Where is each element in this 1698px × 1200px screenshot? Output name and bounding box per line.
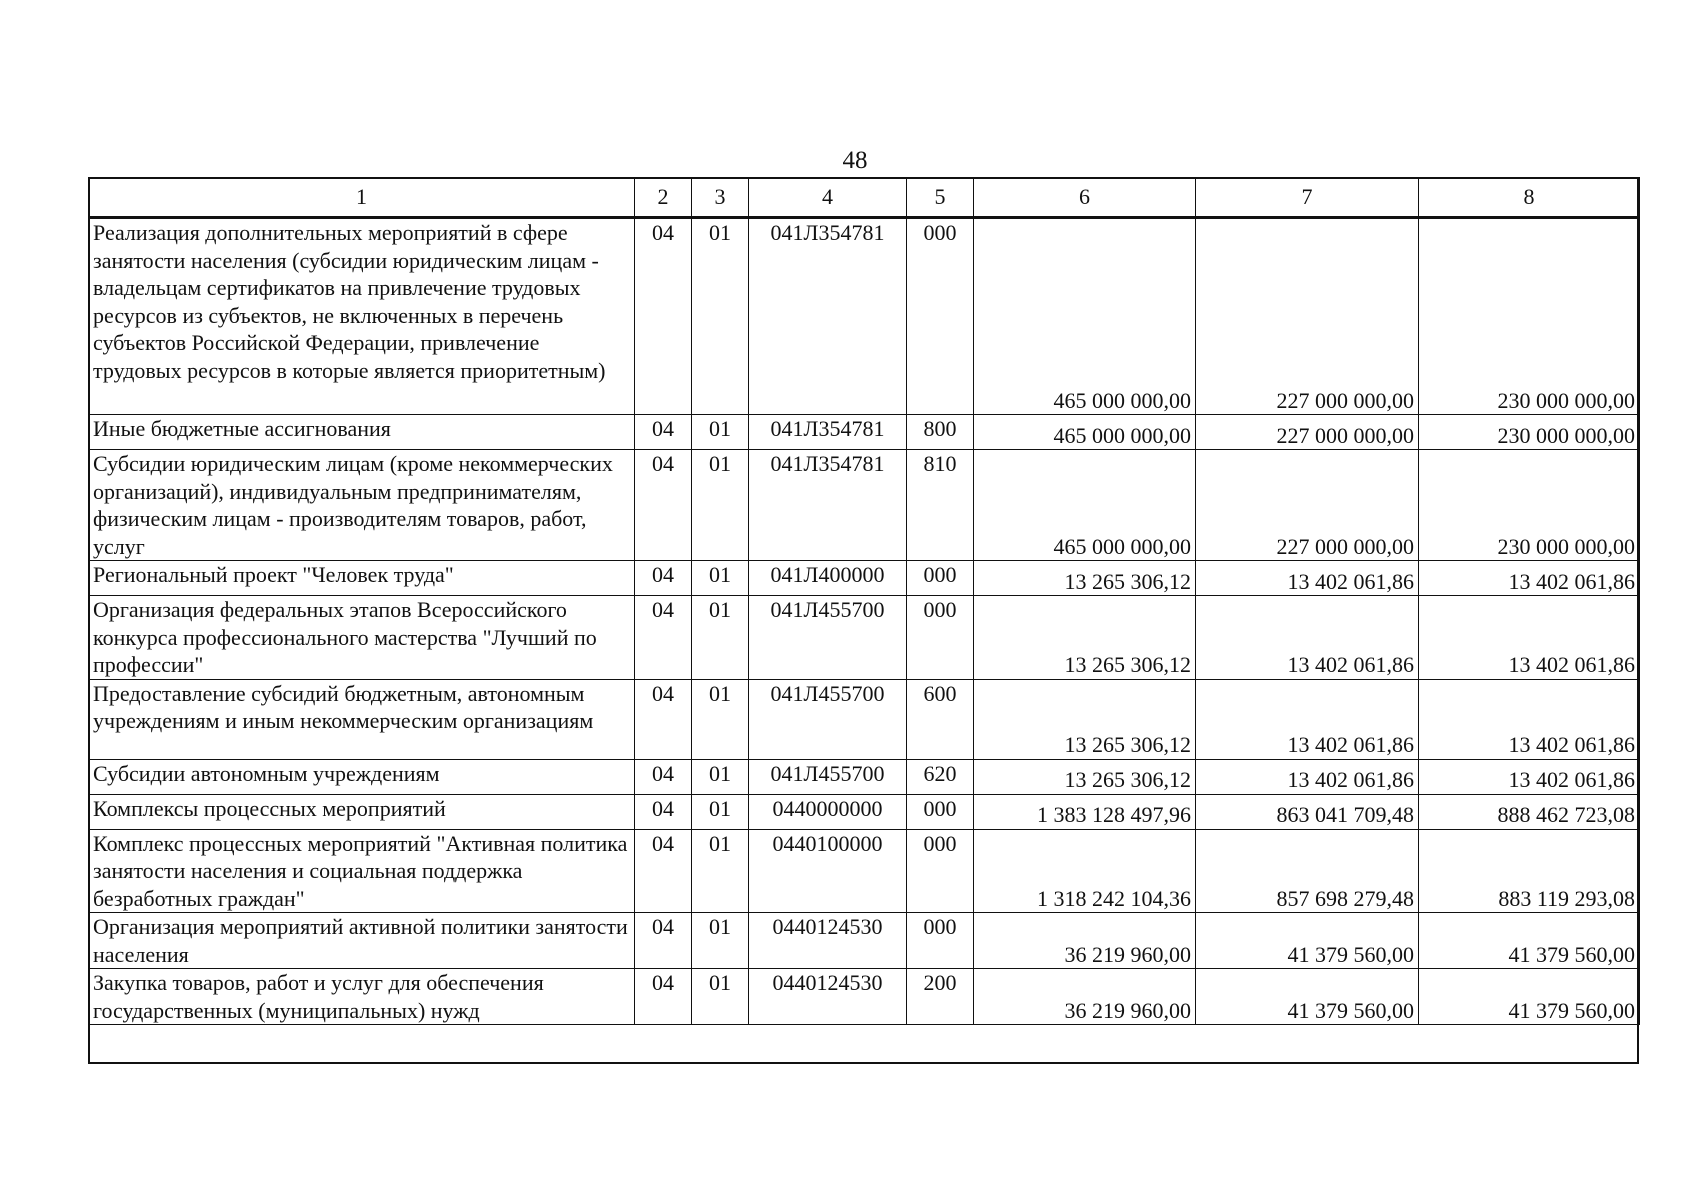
row-expense-type-cell: 000 — [907, 596, 974, 680]
row-amount-2-cell: 41 379 560,00 — [1196, 969, 1419, 1025]
row-subsection-cell: 01 — [692, 596, 749, 680]
row-target-article-cell: 041Л354781 — [749, 450, 907, 561]
row-amount-2-cell: 227 000 000,00 — [1196, 450, 1419, 561]
header-col-2: 2 — [635, 178, 692, 218]
row-amount-1-cell: 465 000 000,00 — [974, 450, 1196, 561]
row-subsection-cell: 01 — [692, 829, 749, 913]
row-amount-3-cell: 883 119 293,08 — [1419, 829, 1640, 913]
row-amount-2-cell: 857 698 279,48 — [1196, 829, 1419, 913]
row-target-article-cell: 041Л455700 — [749, 679, 907, 759]
row-section-cell: 04 — [635, 415, 692, 450]
row-target-article-cell: 041Л354781 — [749, 218, 907, 415]
header-col-7: 7 — [1196, 178, 1419, 218]
row-subsection-cell: 01 — [692, 759, 749, 794]
row-name-cell: Субсидии автономным учреждениям — [89, 759, 635, 794]
row-subsection-cell: 01 — [692, 450, 749, 561]
row-expense-type-cell: 000 — [907, 913, 974, 969]
row-expense-type-cell: 810 — [907, 450, 974, 561]
row-amount-3-cell: 230 000 000,00 — [1419, 450, 1640, 561]
row-expense-type-cell: 620 — [907, 759, 974, 794]
table-row — [89, 759, 1640, 794]
row-amount-1-cell: 1 318 242 104,36 — [974, 829, 1196, 913]
page-number: 48 — [842, 147, 868, 174]
row-amount-1-cell: 13 265 306,12 — [974, 759, 1196, 794]
row-subsection-cell: 01 — [692, 415, 749, 450]
row-amount-1-cell: 36 219 960,00 — [974, 913, 1196, 969]
row-name-cell: Субсидии юридическим лицам (кроме некоммерческих организаций), индивидуальным предпринимателям, физическим лицам - производителям товаров, работ, услуг — [89, 450, 635, 561]
row-amount-3-cell: 230 000 000,00 — [1419, 415, 1640, 450]
row-amount-2-cell: 13 402 061,86 — [1196, 759, 1419, 794]
row-target-article-cell: 0440000000 — [749, 794, 907, 829]
header-row — [89, 178, 1640, 218]
row-name-cell: Региональный проект "Человек труда" — [89, 561, 635, 596]
table-row — [89, 969, 1640, 1025]
row-amount-3-cell: 13 402 061,86 — [1419, 759, 1640, 794]
row-name-cell: Комплексы процессных мероприятий — [89, 794, 635, 829]
row-amount-3-cell: 41 379 560,00 — [1419, 913, 1640, 969]
row-name-cell: Реализация дополнительных мероприятий в сфере занятости населения (субсидии юридическим лицам - владельцам сертификатов на привлечение трудовых ресурсов из субъектов, не включенных в перечень субъектов Российской Федерации, привлечение трудовых ресурсов в которые является приоритетным) — [89, 218, 635, 415]
row-amount-1-cell: 13 265 306,12 — [974, 596, 1196, 680]
row-amount-2-cell: 863 041 709,48 — [1196, 794, 1419, 829]
row-section-cell: 04 — [635, 969, 692, 1025]
row-expense-type-cell: 000 — [907, 829, 974, 913]
row-subsection-cell: 01 — [692, 969, 749, 1025]
row-name-cell: Организация федеральных этапов Всероссийского конкурса профессионального мастерства "Лучший по профессии" — [89, 596, 635, 680]
row-section-cell: 04 — [635, 218, 692, 415]
row-section-cell: 04 — [635, 759, 692, 794]
row-amount-1-cell: 13 265 306,12 — [974, 561, 1196, 596]
row-target-article-cell: 041Л354781 — [749, 415, 907, 450]
row-amount-1-cell: 1 383 128 497,96 — [974, 794, 1196, 829]
table-row — [89, 913, 1640, 969]
row-expense-type-cell: 000 — [907, 218, 974, 415]
header-col-8: 8 — [1419, 178, 1640, 218]
row-expense-type-cell: 800 — [907, 415, 974, 450]
row-amount-2-cell: 13 402 061,86 — [1196, 679, 1419, 759]
row-name-cell: Иные бюджетные ассигнования — [89, 415, 635, 450]
row-subsection-cell: 01 — [692, 679, 749, 759]
row-amount-3-cell: 230 000 000,00 — [1419, 218, 1640, 415]
table-row — [89, 679, 1640, 759]
row-amount-2-cell: 13 402 061,86 — [1196, 561, 1419, 596]
row-amount-1-cell: 36 219 960,00 — [974, 969, 1196, 1025]
row-amount-3-cell: 13 402 061,86 — [1419, 561, 1640, 596]
table-row — [89, 450, 1640, 561]
row-subsection-cell: 01 — [692, 794, 749, 829]
row-section-cell: 04 — [635, 561, 692, 596]
row-section-cell: 04 — [635, 450, 692, 561]
row-amount-3-cell: 41 379 560,00 — [1419, 969, 1640, 1025]
table-row — [89, 415, 1640, 450]
row-amount-2-cell: 227 000 000,00 — [1196, 415, 1419, 450]
row-name-cell: Комплекс процессных мероприятий "Активная политика занятости населения и социальная поддержка безработных граждан" — [89, 829, 635, 913]
row-target-article-cell: 0440124530 — [749, 969, 907, 1025]
row-target-article-cell: 041Л400000 — [749, 561, 907, 596]
row-expense-type-cell: 000 — [907, 561, 974, 596]
header-col-5: 5 — [907, 178, 974, 218]
table-row — [89, 218, 1640, 415]
row-amount-1-cell: 13 265 306,12 — [974, 679, 1196, 759]
row-section-cell: 04 — [635, 794, 692, 829]
row-expense-type-cell: 000 — [907, 794, 974, 829]
row-section-cell: 04 — [635, 596, 692, 680]
row-amount-2-cell: 13 402 061,86 — [1196, 596, 1419, 680]
row-amount-3-cell: 13 402 061,86 — [1419, 596, 1640, 680]
row-expense-type-cell: 200 — [907, 969, 974, 1025]
table-row — [89, 794, 1640, 829]
header-col-4: 4 — [749, 178, 907, 218]
row-amount-2-cell: 227 000 000,00 — [1196, 218, 1419, 415]
row-subsection-cell: 01 — [692, 561, 749, 596]
row-amount-1-cell: 465 000 000,00 — [974, 415, 1196, 450]
row-name-cell: Организация мероприятий активной политики занятости населения — [89, 913, 635, 969]
row-name-cell: Предоставление субсидий бюджетным, автономным учреждениям и иным некоммерческим организациям — [89, 679, 635, 759]
row-section-cell: 04 — [635, 679, 692, 759]
row-target-article-cell: 0440124530 — [749, 913, 907, 969]
header-col-6: 6 — [974, 178, 1196, 218]
table-row — [89, 829, 1640, 913]
budget-table — [88, 177, 1640, 1025]
row-section-cell: 04 — [635, 913, 692, 969]
row-amount-3-cell: 13 402 061,86 — [1419, 679, 1640, 759]
row-subsection-cell: 01 — [692, 913, 749, 969]
row-section-cell: 04 — [635, 829, 692, 913]
table-row — [89, 596, 1640, 680]
row-amount-3-cell: 888 462 723,08 — [1419, 794, 1640, 829]
header-col-1: 1 — [89, 178, 635, 218]
row-amount-1-cell: 465 000 000,00 — [974, 218, 1196, 415]
header-col-3: 3 — [692, 178, 749, 218]
row-target-article-cell: 041Л455700 — [749, 759, 907, 794]
table-row — [89, 561, 1640, 596]
row-expense-type-cell: 600 — [907, 679, 974, 759]
row-target-article-cell: 0440100000 — [749, 829, 907, 913]
row-name-cell: Закупка товаров, работ и услуг для обеспечения государственных (муниципальных) нужд — [89, 969, 635, 1025]
row-amount-2-cell: 41 379 560,00 — [1196, 913, 1419, 969]
row-target-article-cell: 041Л455700 — [749, 596, 907, 680]
row-subsection-cell: 01 — [692, 218, 749, 415]
